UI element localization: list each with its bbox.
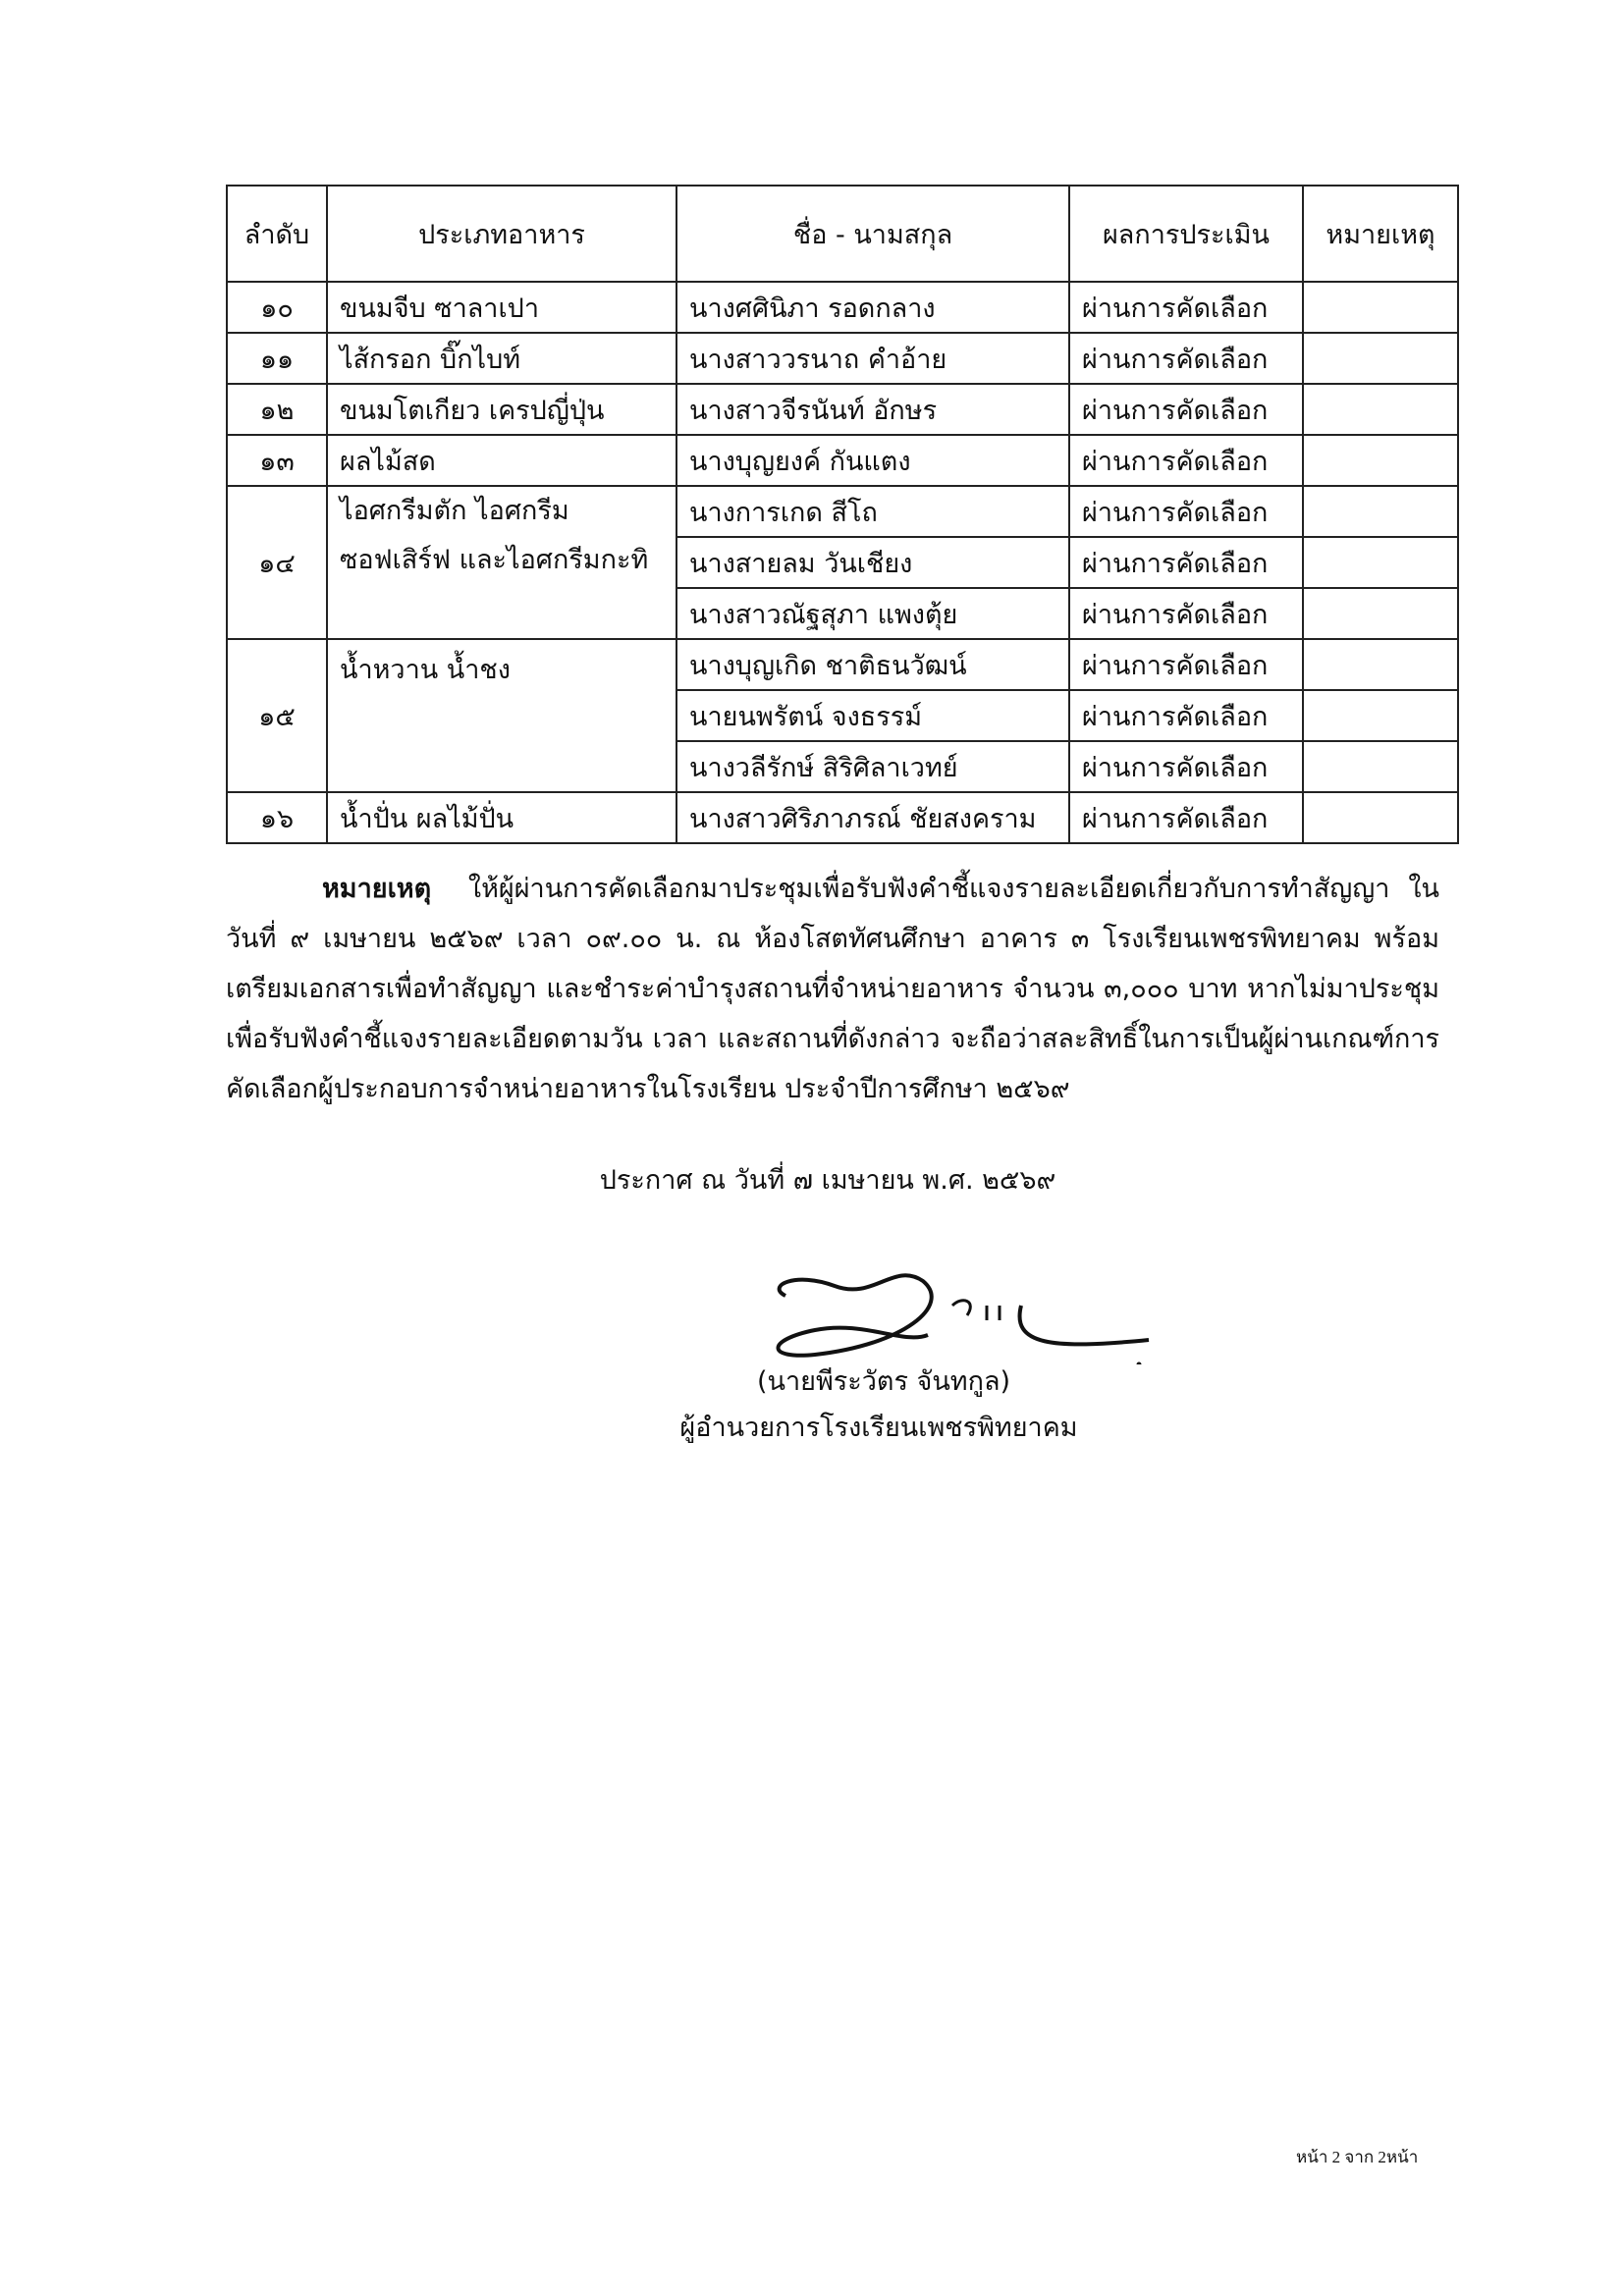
table-row [227, 384, 1458, 435]
result: ผ่านการคัดเลือก [1069, 282, 1303, 333]
remark [1303, 792, 1458, 843]
food-type: ขนมโตเกียว เครปญี่ปุ่น [327, 384, 676, 435]
person-name: นางสาววรนาถ คำอ้าย [676, 333, 1069, 384]
person-name: นางสายลม วันเชียง [676, 537, 1069, 588]
food-type: ไส้กรอก บิ๊กไบท์ [327, 333, 676, 384]
table-row [227, 639, 1458, 690]
person-name: นางวลีรักษ์ สิริศิลาเวทย์ [676, 741, 1069, 792]
food-type: ผลไม้สด [327, 435, 676, 486]
header-name: ชื่อ - นามสกุล [676, 186, 1069, 282]
signature-image [756, 1266, 1178, 1364]
food-type: ขนมจีบ ซาลาเปา [327, 282, 676, 333]
row-no: ๑๔ [227, 486, 327, 639]
table-row [227, 435, 1458, 486]
result: ผ่านการคัดเลือก [1069, 588, 1303, 639]
note-paragraph [226, 864, 1439, 1114]
signer-name: (นายพีระวัตร จันทกูล) [756, 1366, 1011, 1397]
header-result: ผลการประเมิน [1069, 186, 1303, 282]
row-no: ๑๐ [227, 282, 327, 333]
person-name: นายนพรัตน์ จงธรรม์ [676, 690, 1069, 741]
table-row [227, 282, 1458, 333]
header-no: ลำดับ [227, 186, 327, 282]
person-name: นางสาวณัฐสุภา แพงตุ้ย [676, 588, 1069, 639]
row-no: ๑๕ [227, 639, 327, 792]
result: ผ่านการคัดเลือก [1069, 384, 1303, 435]
food-type-line: ซอฟเสิร์ฟ และไอศกรีมกะทิ [340, 545, 649, 575]
food-type: น้ำปั่น ผลไม้ปั่น [327, 792, 676, 843]
signer-position: ผู้อำนวยการโรงเรียนเพชรพิทยาคม [679, 1413, 1078, 1443]
remark [1303, 333, 1458, 384]
page-number: หน้า 2 จาก 2หน้า [1296, 2148, 1419, 2166]
note-text: ให้ผู้ผ่านการคัดเลือกมาประชุมเพื่อรับฟังคำชี้แจงรายละเอียดเกี่ยวกับการทำสัญญา ในวันที่ ๙ เมษายน ๒๕๖๙ เวลา ๐๙.๐๐ น. ณ ห้องโสตทัศนศึกษา อาคาร ๓ โรงเรียนเพชรพิทยาคม พร้อมเตรียมเอกสารเพื่อทำสัญญา และชำระค่าบำรุงสถานที่จำหน่ายอาหาร จำนวน ๓,๐๐๐ บาท หากไม่มาประชุมเพื่อรับฟังคำชี้แจงรายละเอียดตามวัน เวลา และสถานที่ดังกล่าว จะถือว่าสละสิทธิ์ในการเป็นผู้ผ่านเกณฑ์การคัดเลือกผู้ประกอบการจำหน่ายอาหารในโรงเรียน ประจำปีการศึกษา ๒๕๖๙ [226, 874, 1439, 1104]
remark [1303, 588, 1458, 639]
remark [1303, 639, 1458, 690]
result: ผ่านการคัดเลือก [1069, 486, 1303, 537]
results-table [226, 185, 1459, 844]
table-row [227, 486, 1458, 537]
food-type: น้ำหวาน น้ำชง [327, 639, 676, 792]
person-name: นางการเกด สีโถ [676, 486, 1069, 537]
note-label: หมายเหตุ [322, 874, 432, 904]
table-header-row [227, 186, 1458, 282]
person-name: นางบุญยงค์ กันแตง [676, 435, 1069, 486]
result: ผ่านการคัดเลือก [1069, 435, 1303, 486]
food-type-line: ไอศกรีมตัก ไอศกรีม [340, 496, 569, 526]
food-type [327, 486, 676, 639]
result: ผ่านการคัดเลือก [1069, 690, 1303, 741]
remark [1303, 384, 1458, 435]
person-name: นางสาวจีรนันท์ อักษร [676, 384, 1069, 435]
header-remark: หมายเหตุ [1303, 186, 1458, 282]
row-no: ๑๑ [227, 333, 327, 384]
row-no: ๑๓ [227, 435, 327, 486]
result: ผ่านการคัดเลือก [1069, 639, 1303, 690]
remark [1303, 741, 1458, 792]
row-no: ๑๖ [227, 792, 327, 843]
result: ผ่านการคัดเลือก [1069, 792, 1303, 843]
result: ผ่านการคัดเลือก [1069, 537, 1303, 588]
remark [1303, 537, 1458, 588]
row-no: ๑๒ [227, 384, 327, 435]
remark [1303, 435, 1458, 486]
person-name: นางสาวศิริภาภรณ์ ชัยสงคราม [676, 792, 1069, 843]
person-name: นางบุญเกิด ชาติธนวัฒน์ [676, 639, 1069, 690]
remark [1303, 486, 1458, 537]
announce-date: ประกาศ ณ วันที่ ๗ เมษายน พ.ศ. ๒๕๖๙ [599, 1165, 1056, 1196]
table-row [227, 792, 1458, 843]
person-name: นางศศินิภา รอดกลาง [676, 282, 1069, 333]
header-food-type: ประเภทอาหาร [327, 186, 676, 282]
remark [1303, 690, 1458, 741]
result: ผ่านการคัดเลือก [1069, 333, 1303, 384]
table-row [227, 333, 1458, 384]
result: ผ่านการคัดเลือก [1069, 741, 1303, 792]
remark [1303, 282, 1458, 333]
